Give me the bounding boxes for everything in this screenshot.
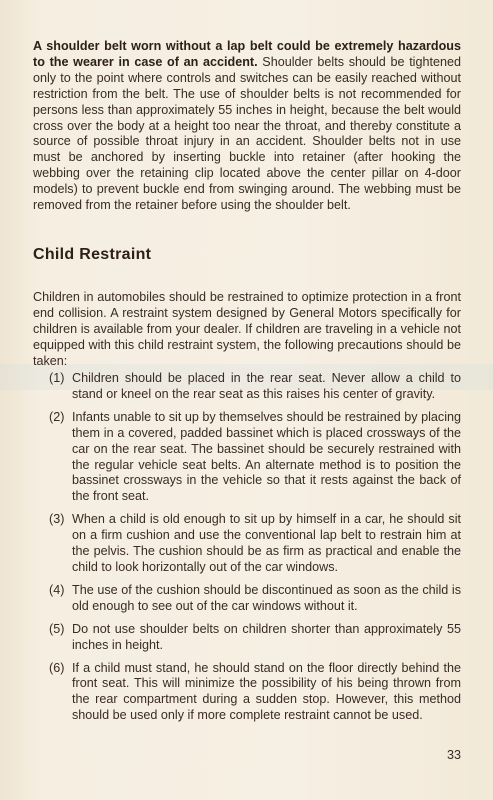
list-item-number: (6) (49, 660, 65, 675)
list-item-text: If a child must stand, he should stand on the floor directly behind the front seat. This will minimize the possibility of his being thrown from the rear compartment during a sudden stop. However, this method should be used only if more complete restraint cannot be used. (72, 660, 461, 723)
list-item-number: (1) (49, 371, 65, 385)
list-item-text: The use of the cushion should be discontinued as soon as the child is old enough to see out of the car windows without it. (72, 582, 461, 613)
list-item-text: When a child is old enough to sit up by himself in a car, he should sit on a firm cushion and use the conventional lap belt to restrain him at the pelvis. The cushion should be as firm as practical and enable the child to look horizontally out of the car windows. (72, 512, 461, 574)
list-item (33, 512, 461, 576)
precautions-list (33, 371, 461, 731)
list-item-number: (5) (49, 621, 65, 636)
list-item-text: Infants unable to sit up by themselves should be restrained by placing them in a covered, padded bassinet which is placed crossways of the car on the rear seat. The bassinet should be securely restrained with the regular vehicle seat belts. An alternate method is to position the bassinet crossways in the vehicle so that it rests against the back of the front seat. (72, 409, 461, 504)
list-item-text: Do not use shoulder belts on children shorter than approximately 55 inches in height. (72, 621, 461, 652)
shoulder-belt-warning-paragraph (33, 39, 461, 214)
list-item-number: (2) (49, 409, 65, 424)
list-item (33, 410, 461, 505)
list-item-number: (3) (49, 512, 65, 527)
list-item-text: Children should be placed in the rear seat. Never allow a child to stand or kneel on the rear seat as this raises his center of gravity. (72, 371, 461, 401)
list-item (33, 371, 461, 403)
warning-lead-text: A shoulder belt worn without a lap belt could be extremely hazardous to the wearer in case of an accident. (33, 39, 461, 69)
section-intro-paragraph: Children in automobiles should be restrained to optimize protection in a front end collision. A restraint system designed by General Motors specifically for children is available from your dealer. If children are traveling in a vehicle not equipped with this child restraint system, the following precautions should be taken: (33, 290, 461, 368)
section-heading: Child Restraint (33, 246, 152, 263)
list-item-number: (4) (49, 582, 65, 597)
list-item (33, 622, 461, 654)
warning-body-text: Shoulder belts should be tightened only to the point where controls and switches can be easily reached without restriction from the belt. The use of shoulder belts is not recommended for persons less than approximately 55 inches in height, because the belt would cross over the body at a height too near the throat, and thereby constitute a source of possible throat injury in an accident. Shoulder belts not in use must be anchored by inserting buckle into retainer (after hooking the webbing over the retaining clip located above the center pillar on 4-door models) to prevent buckle end from swinging around. The webbing must be removed from the retainer before using the shoulder belt. (33, 54, 462, 213)
list-item (33, 583, 461, 615)
page-number: 33 (446, 748, 461, 762)
list-item (33, 661, 461, 725)
